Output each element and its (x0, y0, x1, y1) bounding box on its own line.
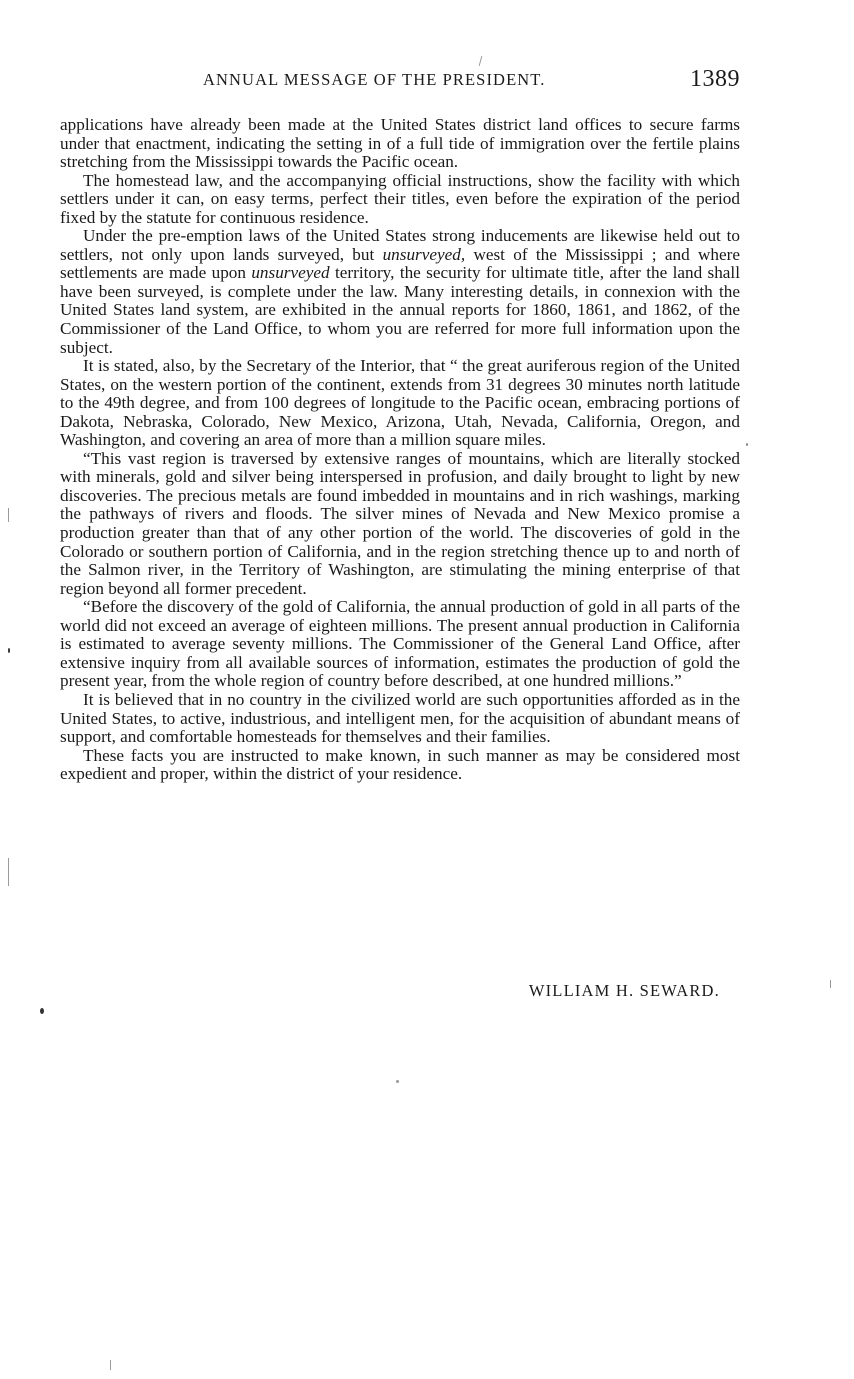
scan-speck (396, 1080, 399, 1083)
scan-fiber (479, 56, 483, 66)
paragraph (60, 747, 740, 784)
paragraph-text: “This vast region is traversed by extensive ranges of mountains, which are literally stocked with minerals, gold and silver being interspersed in profusion, and daily brought to light by new discoveries. The precious metals are found imbedded in mountains and in rich washings, marking the pathways of rivers and floods. The silver mines of Nevada and New Mexico promise a production greater than that of any other portion of the world. The discoveries of gold in the Colorado or southern portion of California, and in the region stretching thence up to and north of the Salmon river, in the Territory of Washington, are stimulating the mining enterprise of that region beyond all former precedent. (60, 448, 740, 598)
quoted-paragraph (60, 598, 740, 691)
paragraph (60, 691, 740, 747)
paragraph-text: It is believed that in no country in the civilized world are such opportunities afforded as in the United States, to active, industrious, and intelligent men, for the acquisition of abundant means of support, and comfortable homesteads for themselves and their families. (60, 689, 740, 747)
paragraph-text: Under the pre-emption laws of the United States strong inducements are likewise held out to settlers, not only upon lands surveyed, but (60, 226, 740, 264)
scan-speck (8, 648, 10, 653)
paragraph-text: territory, the security for ultimate title, after the land shall have been surveyed, is complete under the law. Many interesting details, in connexion with the United States land system, are exhibited in the annual reports for 1860, 1861, and 1862, of the Commissioner of the Land Office, to whom you are referred for more full information upon the subject. (60, 263, 740, 357)
emphasis-text: unsurveyed, (382, 244, 466, 264)
quoted-paragraph (60, 450, 740, 598)
scan-fiber (830, 980, 831, 988)
scan-fiber (8, 858, 9, 886)
scan-fiber (110, 1360, 111, 1370)
paragraph-text: “Before the discovery of the gold of California, the annual production of gold in all parts of the world did not exceed an average of eighteen millions. The present annual production in California is estimated to average seventy millions. The Commissioner of the General Land Office, after extensive inquiry from all available sources of information, estimates the production of gold the present year, from the whole region of country before described, at one hundred millions.” (60, 597, 740, 691)
paragraph (60, 172, 740, 228)
paragraph (60, 116, 740, 172)
paragraph (60, 227, 740, 357)
body-text (60, 116, 740, 784)
running-head (60, 66, 740, 96)
scan-fiber (8, 508, 9, 522)
paragraph (60, 357, 740, 450)
page-number: 1389 (690, 66, 740, 92)
paragraph-text: applications have already been made at the United States district land offices to secure farms under that enactment, indicating the setting in of a full tide of immigration over the fertile plains stretching from the Mississippi towards the Pacific ocean. (60, 115, 740, 172)
paragraph-text: The homestead law, and the accompanying official instructions, show the facility with which settlers under it can, on easy terms, perfect their titles, even before the expiration of the period fixed by the statute for continuous residence. (60, 170, 740, 227)
signature: WILLIAM H. SEWARD. (528, 981, 720, 1000)
paragraph-text: It is stated, also, by the Secretary of the Interior, that “ the great auriferous region of the United States, on the western portion of the continent, extends from 31 degrees 30 minutes north latitude to the 49th degree, and from 100 degrees of longitude to the Pacific ocean, embracing portions of Dakota, Nebraska, Colorado, New Mexico, Arizona, Utah, Nevada, California, Oregon, and Washington, and covering an area of more than a million square miles. (60, 356, 740, 450)
paragraph-text: These facts you are instructed to make known, in such manner as may be considered most expedient and proper, within the district of your residence. (60, 745, 740, 784)
scan-speck (40, 1008, 44, 1014)
emphasis-text: unsurveyed (251, 263, 330, 283)
paragraph-text: west of the Mississippi ; and where settlements are made upon (60, 244, 740, 283)
running-title: ANNUAL MESSAGE OF THE PRESIDENT. (203, 70, 546, 89)
scan-speck (746, 443, 748, 446)
